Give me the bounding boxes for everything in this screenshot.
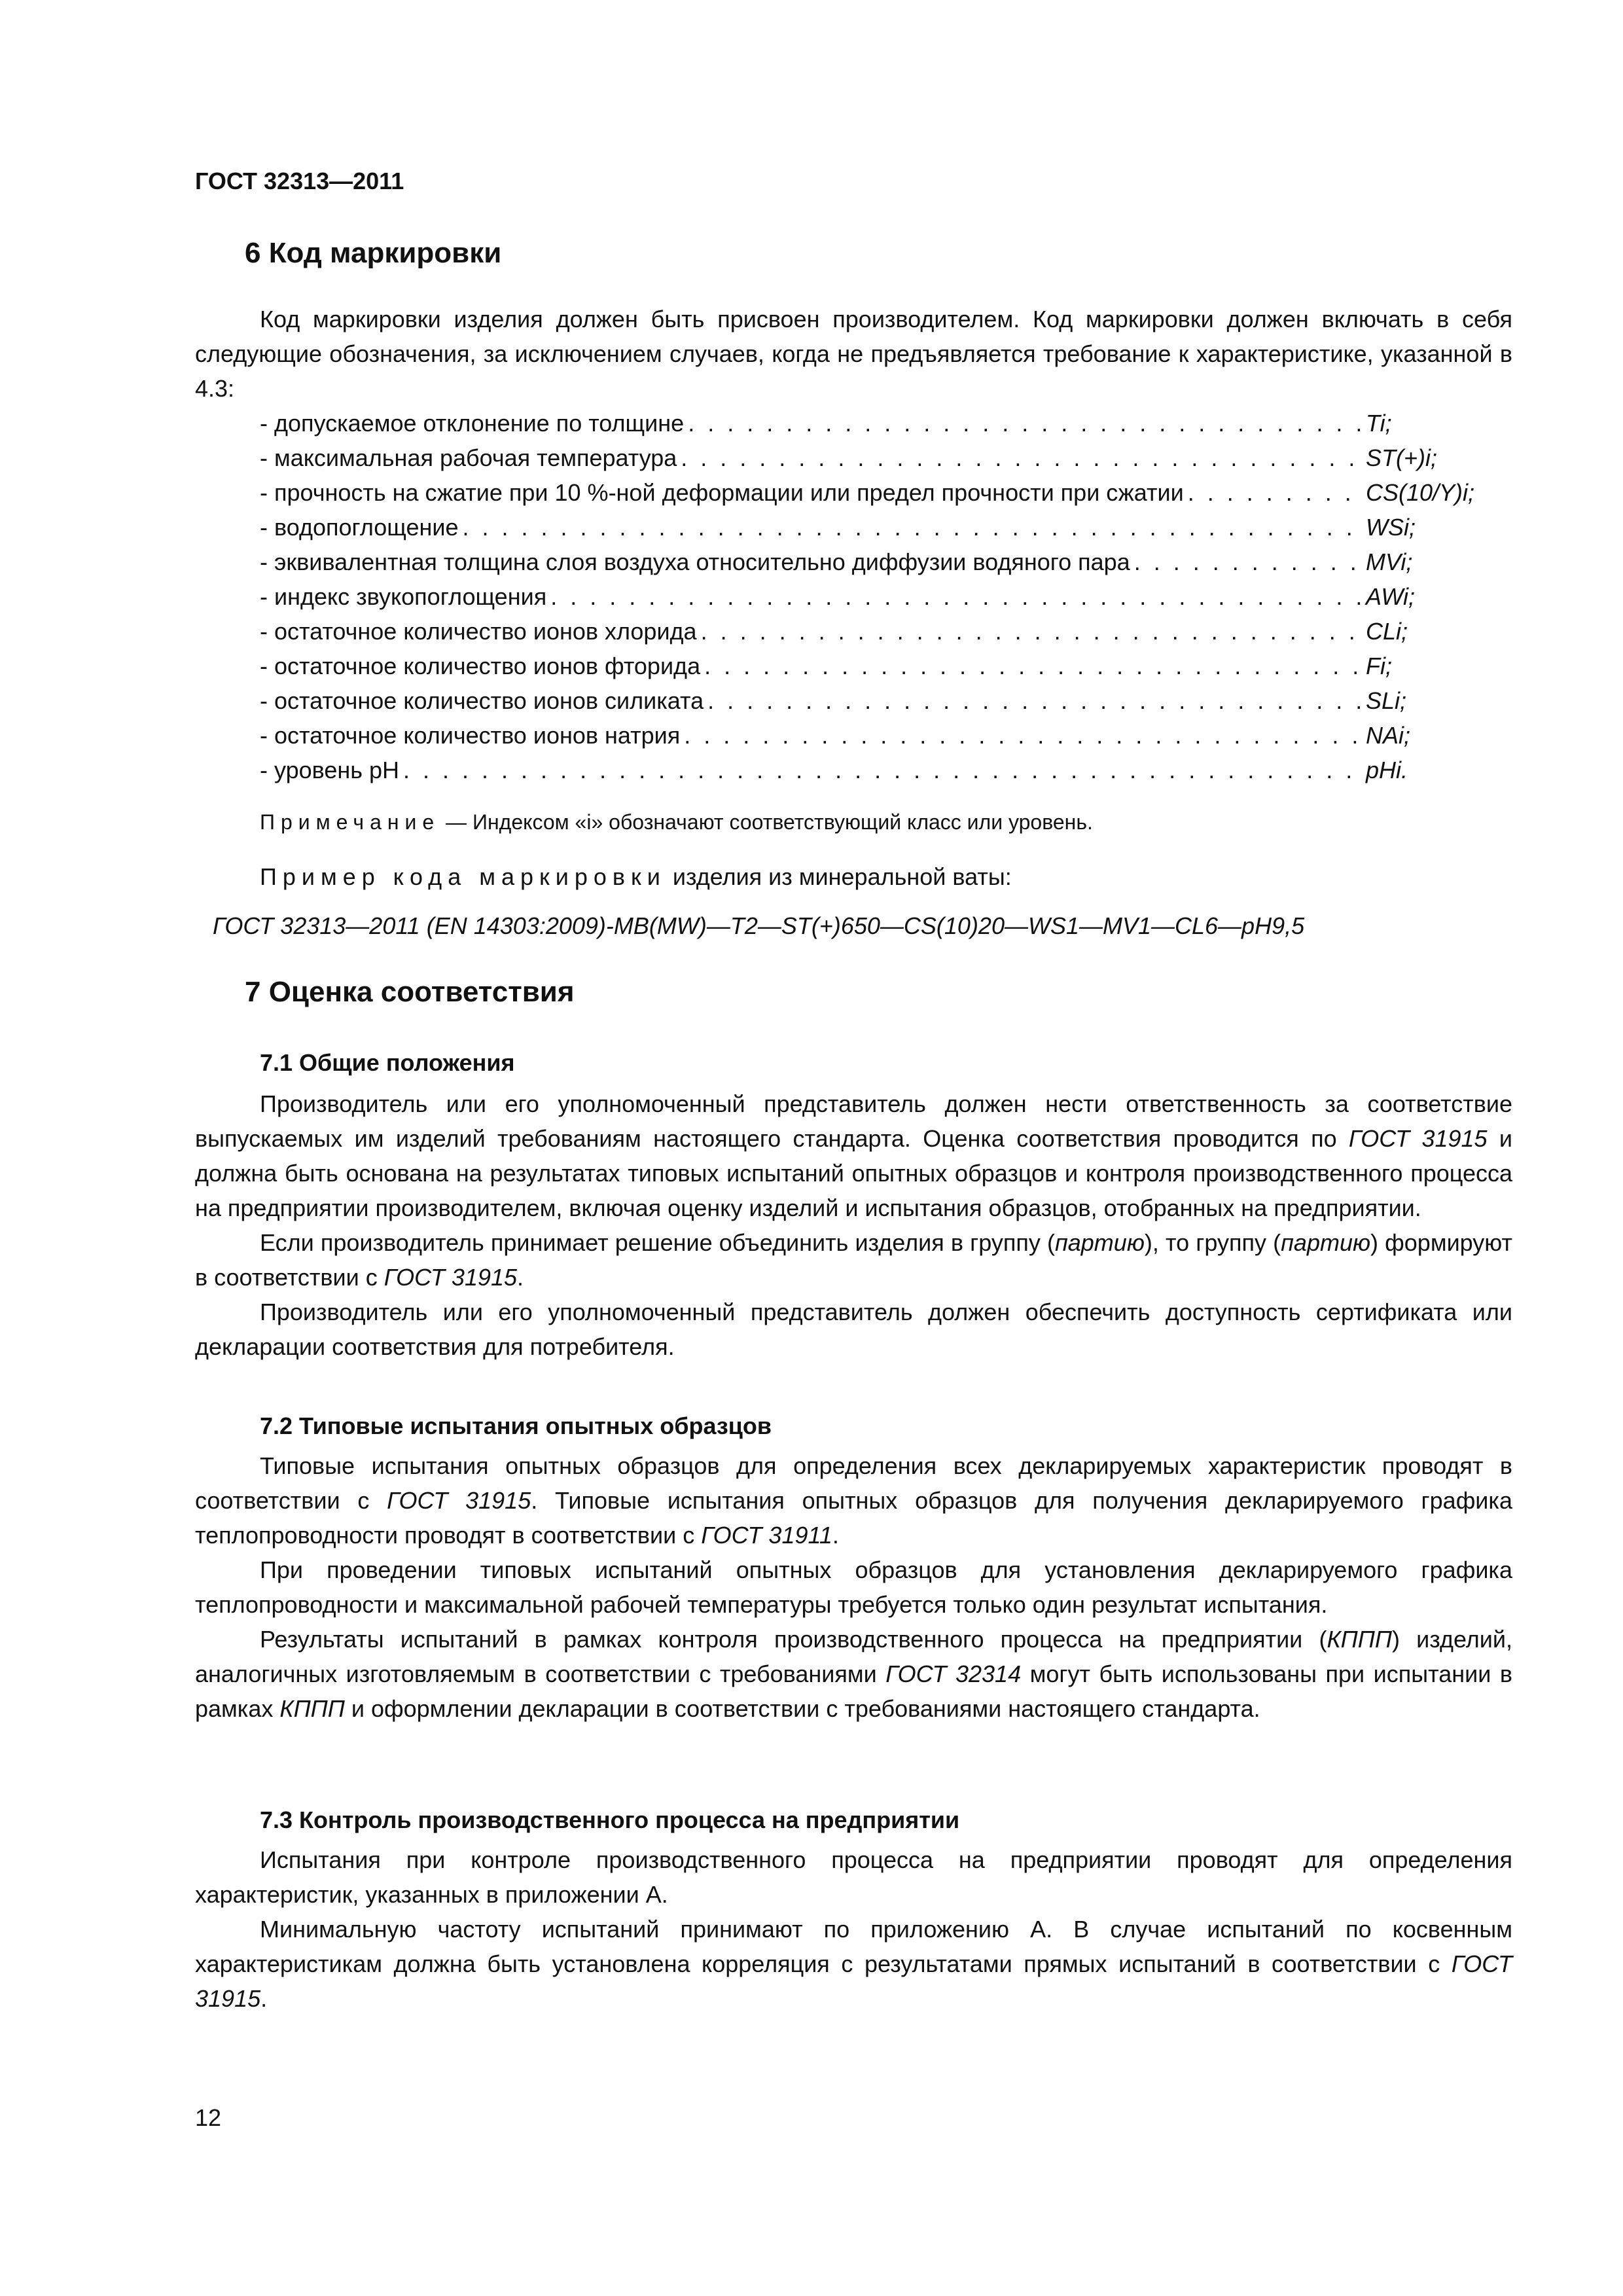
example-label: Пример кода маркировки: [260, 863, 666, 890]
text-run: ) изделий, аналогичных изготовляемым в соответствии с требованиями: [195, 1626, 1513, 1687]
item-label: - максимальная рабочая температура: [260, 444, 677, 471]
text-run: .: [517, 1264, 524, 1291]
paragraph: [195, 1552, 1512, 1622]
item-code: AWi;: [1366, 583, 1416, 610]
item-label: - уровень pH: [260, 757, 400, 783]
paragraph: [195, 1912, 1512, 2016]
reference-text: ГОСТ 31915: [387, 1487, 531, 1514]
reference-text: ГОСТ 31915: [195, 1950, 1512, 2012]
dot-leader: [701, 614, 1362, 649]
section-6-title: 6 Код маркировки: [245, 237, 502, 269]
text-run: и должна быть основана на результатах типовых испытаний опытных образцов и контроля производственного процесса на предприятии производителем, включая оценку изделий и испытания образцов, отобранных на предприятии.: [195, 1125, 1512, 1221]
item-label: - остаточное количество ионов хлорида: [260, 618, 697, 645]
text-run: Испытания при контроле производственного процесса на предприятии проводят для определения характеристик, указанных в приложении А.: [195, 1846, 1512, 1908]
list-item: [260, 683, 1490, 718]
section-7-1-title: 7.1 Общие положения: [260, 1049, 515, 1076]
item-label: - водопоглощение: [260, 514, 459, 541]
text-run: . Типовые испытания опытных образцов для получения декларируемого графика теплопроводности проводят в соответствии с: [195, 1487, 1512, 1549]
item-code: pHi.: [1366, 757, 1408, 783]
example-code: ГОСТ 32313—2011 (EN 14303:2009)-MB(MW)—T2—ST(+)650—CS(10)20—WS1—MV1—CL6—pH9,5: [213, 912, 1305, 939]
text-run: .: [832, 1522, 839, 1549]
item-code: Fi;: [1366, 653, 1392, 679]
section-7-3-title: 7.3 Контроль производственного процесса на предприятии: [260, 1806, 960, 1833]
paragraph: [195, 1622, 1512, 1726]
text-run: При проведении типовых испытаний опытных образцов для установления декларируемого графика теплопроводности и максимальной рабочей температуры требуется только один результат испытания.: [195, 1556, 1512, 1618]
section-6-intro: [195, 302, 1512, 406]
text-run: Результаты испытаний в рамках контроля производственного процесса на предприятии (: [260, 1626, 1327, 1653]
text-run: ), то группу (: [1144, 1229, 1281, 1256]
text-run: ) формируют в соответствии с: [195, 1229, 1513, 1291]
text-run: могут быть использованы при испытании в рамках: [195, 1660, 1512, 1722]
paragraph: [195, 1842, 1512, 1912]
dot-leader: [704, 649, 1362, 683]
item-code: SLi;: [1366, 687, 1407, 714]
item-label: - допускаемое отклонение по толщине: [260, 410, 685, 437]
item-code: ST(+)i;: [1366, 444, 1438, 471]
example-text: изделия из минеральной ваты:: [666, 863, 1012, 890]
item-label: - остаточное количество ионов силиката: [260, 687, 704, 714]
paragraph: [195, 1448, 1512, 1552]
example: [260, 859, 1577, 894]
reference-text: КППП: [279, 1695, 345, 1722]
list-item: [260, 406, 1490, 440]
reference-text: ГОСТ 32314: [885, 1660, 1022, 1687]
item-code: CLi;: [1366, 618, 1408, 645]
list-item: [260, 614, 1490, 649]
text-run: Производитель или его уполномоченный представитель должен обеспечить доступность сертификата или декларации соответствия для потребителя.: [195, 1299, 1512, 1360]
dot-leader: [684, 718, 1362, 753]
text-run: .: [260, 1985, 268, 2012]
marking-code-list: [260, 406, 1490, 787]
paragraph: [195, 1086, 1512, 1225]
item-label: - остаточное количество ионов натрия: [260, 722, 681, 749]
item-code: CS(10/Y)i;: [1366, 479, 1475, 506]
note-label: Примечание: [260, 810, 440, 834]
dot-leader: [707, 683, 1362, 718]
list-item: [260, 510, 1490, 545]
list-item: [260, 440, 1490, 475]
dot-leader: [1134, 545, 1362, 579]
text-run: Если производитель принимает решение объединить изделия в группу (: [260, 1229, 1055, 1256]
para-group-7-3: [195, 1842, 1512, 2016]
dot-leader: [688, 406, 1362, 440]
para-group-7-1: [195, 1086, 1512, 1364]
item-code: NAi;: [1366, 722, 1411, 749]
list-item: [260, 579, 1490, 614]
note-text: — Индексом «i» обозначают соответствующий класс или уровень.: [440, 810, 1093, 834]
reference-text: ГОСТ 31915: [383, 1264, 518, 1291]
list-item: [260, 649, 1490, 683]
note: [260, 805, 1577, 840]
page-number: 12: [195, 2104, 222, 2131]
reference-text: ГОСТ 31911: [701, 1522, 832, 1549]
dot-leader: [403, 753, 1362, 787]
dot-leader: [550, 579, 1362, 614]
item-label: - прочность на сжатие при 10 %-ной деформации или предел прочности при сжатии: [260, 479, 1184, 506]
section-7-title: 7 Оценка соответствия: [245, 976, 575, 1008]
paragraph: Код маркировки изделия должен быть присвоен производителем. Код маркировки должен включать в себя следующие обозначения, за исключением случаев, когда не предъявляется требование к характеристике, указанной в 4.3:: [195, 306, 1512, 402]
reference-text: КППП: [1327, 1626, 1392, 1653]
list-item: [260, 475, 1490, 510]
reference-text: ГОСТ 31915: [1348, 1125, 1488, 1152]
document-header: ГОСТ 32313—2011: [195, 168, 404, 194]
para-group-7-2: [195, 1448, 1512, 1726]
reference-text: партию: [1281, 1229, 1371, 1256]
text-run: Производитель или его уполномоченный представитель должен нести ответственность за соответствие выпускаемых им изделий требованиям настоящего стандарта. Оценка соответствия проводится по: [195, 1090, 1512, 1152]
reference-text: партию: [1054, 1229, 1145, 1256]
item-code: Ti;: [1366, 410, 1392, 437]
dot-leader: [1188, 475, 1362, 510]
item-label: - индекс звукопоглощения: [260, 583, 547, 610]
list-item: [260, 753, 1490, 787]
dot-leader: [681, 440, 1362, 475]
text-run: Минимальную частоту испытаний принимают по приложению А. В случае испытаний по косвенным характеристикам должна быть установлена корреляция с результатами прямых испытаний в соответствии с: [195, 1916, 1512, 1977]
list-item: [260, 545, 1490, 579]
item-label: - остаточное количество ионов фторида: [260, 653, 701, 679]
item-code: MVi;: [1366, 548, 1413, 575]
item-label: - эквивалентная толщина слоя воздуха относительно диффузии водяного пара: [260, 548, 1130, 575]
text-run: Типовые испытания опытных образцов для определения всех декларируемых характеристик проводят в соответствии с: [195, 1452, 1512, 1514]
dot-leader: [463, 510, 1362, 545]
paragraph: [195, 1295, 1512, 1364]
text-run: и оформлении декларации в соответствии с требованиями настоящего стандарта.: [344, 1695, 1260, 1722]
section-7-2-title: 7.2 Типовые испытания опытных образцов: [260, 1412, 772, 1439]
paragraph: [195, 1225, 1512, 1295]
list-item: [260, 718, 1490, 753]
item-code: WSi;: [1366, 514, 1416, 541]
